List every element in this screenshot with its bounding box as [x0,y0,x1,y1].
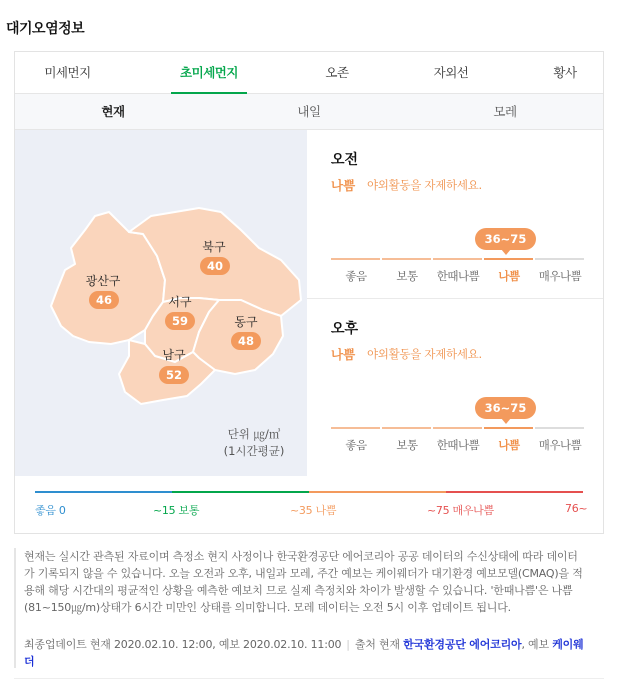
level-temporary-bad: 한때나쁨 [436,438,480,452]
region-name: 동구 [234,315,258,329]
legend-very-bad: ~75 매우나쁨 [427,504,494,517]
legend-bad: ~35 나쁨 [290,504,337,517]
page-title: 대기오염정보 [6,21,85,37]
tab-ozone[interactable]: 오존 [325,65,349,80]
subtab-now[interactable]: 현재 [101,104,125,119]
update-time: 최종업데이트 현재 2020.02.10. 12:00, 예보 2020.02.10. 11:00 [24,638,342,651]
tab-uv[interactable]: 자외선 [433,65,469,80]
forecast-pm-range: 36~75 [475,397,536,419]
source-link-kweather[interactable]: 케이웨더 [24,638,584,668]
level-very-bad: 매우나쁨 [538,269,582,283]
level-bad: 나쁨 [498,269,520,283]
bottom-divider [14,678,604,679]
subtab-tomorrow[interactable]: 내일 [297,104,321,119]
legend-bar-good [35,491,172,493]
unit-note [211,426,297,460]
source-link-airkorea[interactable]: 한국환경공단 에어코리아 [403,638,522,651]
forecast-pm-status: 나쁨 [331,347,356,362]
legend-bar-normal [172,491,309,493]
forecast-pm-scale [331,427,583,429]
update-info [24,636,586,670]
level-good: 좋음 [345,269,367,283]
region-name: 남구 [162,348,186,362]
level-bad: 나쁨 [498,438,520,452]
tab-yellow-dust[interactable]: 황사 [553,65,577,80]
region-value: 46 [95,293,113,307]
pollutant-tabs [15,52,603,94]
region-value: 52 [165,368,183,382]
air-quality-panel [14,51,604,534]
tab-pm10[interactable]: 미세먼지 [44,65,91,80]
source-prefix: 출처 현재 [354,638,400,651]
forecast-pm-title: 오후 [331,321,359,337]
forecast-am [307,130,603,299]
region-name: 광산구 [85,274,121,288]
region-name: 서구 [168,295,192,309]
unit-label: 단위 ㎍/㎥ [227,427,281,441]
level-temporary-bad: 한때나쁨 [436,269,480,283]
forecast-prefix: , 예보 [521,638,549,651]
legend-end: 76~ [565,502,588,515]
level-very-bad: 매우나쁨 [538,438,582,452]
legend-bar-very-bad [446,491,583,493]
notice-text: 현재는 실시간 관측된 자료이며 측정소 현지 사정이나 한국환경공단 에어코리아 공공 데이터의 수신상태에 따라 데이터가 기록되지 않을 수 있습니다. 오늘 오전과 오후, 내일과 모레, 주간 예보는 케이웨더가 대기환경 예보모델(CMAQ)을 적용해 해당 시간대의 평균적인 상황을 예측한 예보치 므로 실제 측정치와 차이가 발생할 수 있습니다. '한때나쁨'은 나쁨(81~150㎍/m)상태가 6시간 미만인 상태를 의미합니다. 모레 데이터는 오전 5시 이후 업데이트 됩니다. [24,550,583,614]
region-value: 48 [237,334,255,348]
region-value: 59 [171,314,189,328]
unit-average: (1시간평균) [223,444,285,458]
forecast-pm-message: 야외활동을 자제하세요. [367,347,482,361]
forecast-am-scale [331,258,583,260]
subtab-day-after[interactable]: 모레 [493,104,517,119]
forecast-am-title: 오전 [331,152,359,168]
region-value: 40 [206,259,224,273]
legend-bar-bad [309,491,446,493]
forecast-am-status: 나쁨 [331,178,356,193]
region-map [15,130,307,476]
grade-legend [14,481,604,534]
forecast-pm [307,299,603,476]
forecast-am-message: 야외활동을 자제하세요. [367,178,482,192]
notice-divider [14,548,16,668]
gwangju-map [15,130,307,476]
forecast-am-range: 36~75 [475,228,536,250]
separator: | [346,638,350,651]
region-name: 북구 [202,240,226,254]
level-normal: 보통 [396,438,418,452]
time-tabs [15,94,603,130]
legend-normal: ~15 보통 [153,504,200,517]
level-normal: 보통 [396,269,418,283]
legend-good: 좋음 0 [35,504,66,517]
tab-pm25[interactable]: 초미세먼지 [171,52,247,94]
level-good: 좋음 [345,438,367,452]
